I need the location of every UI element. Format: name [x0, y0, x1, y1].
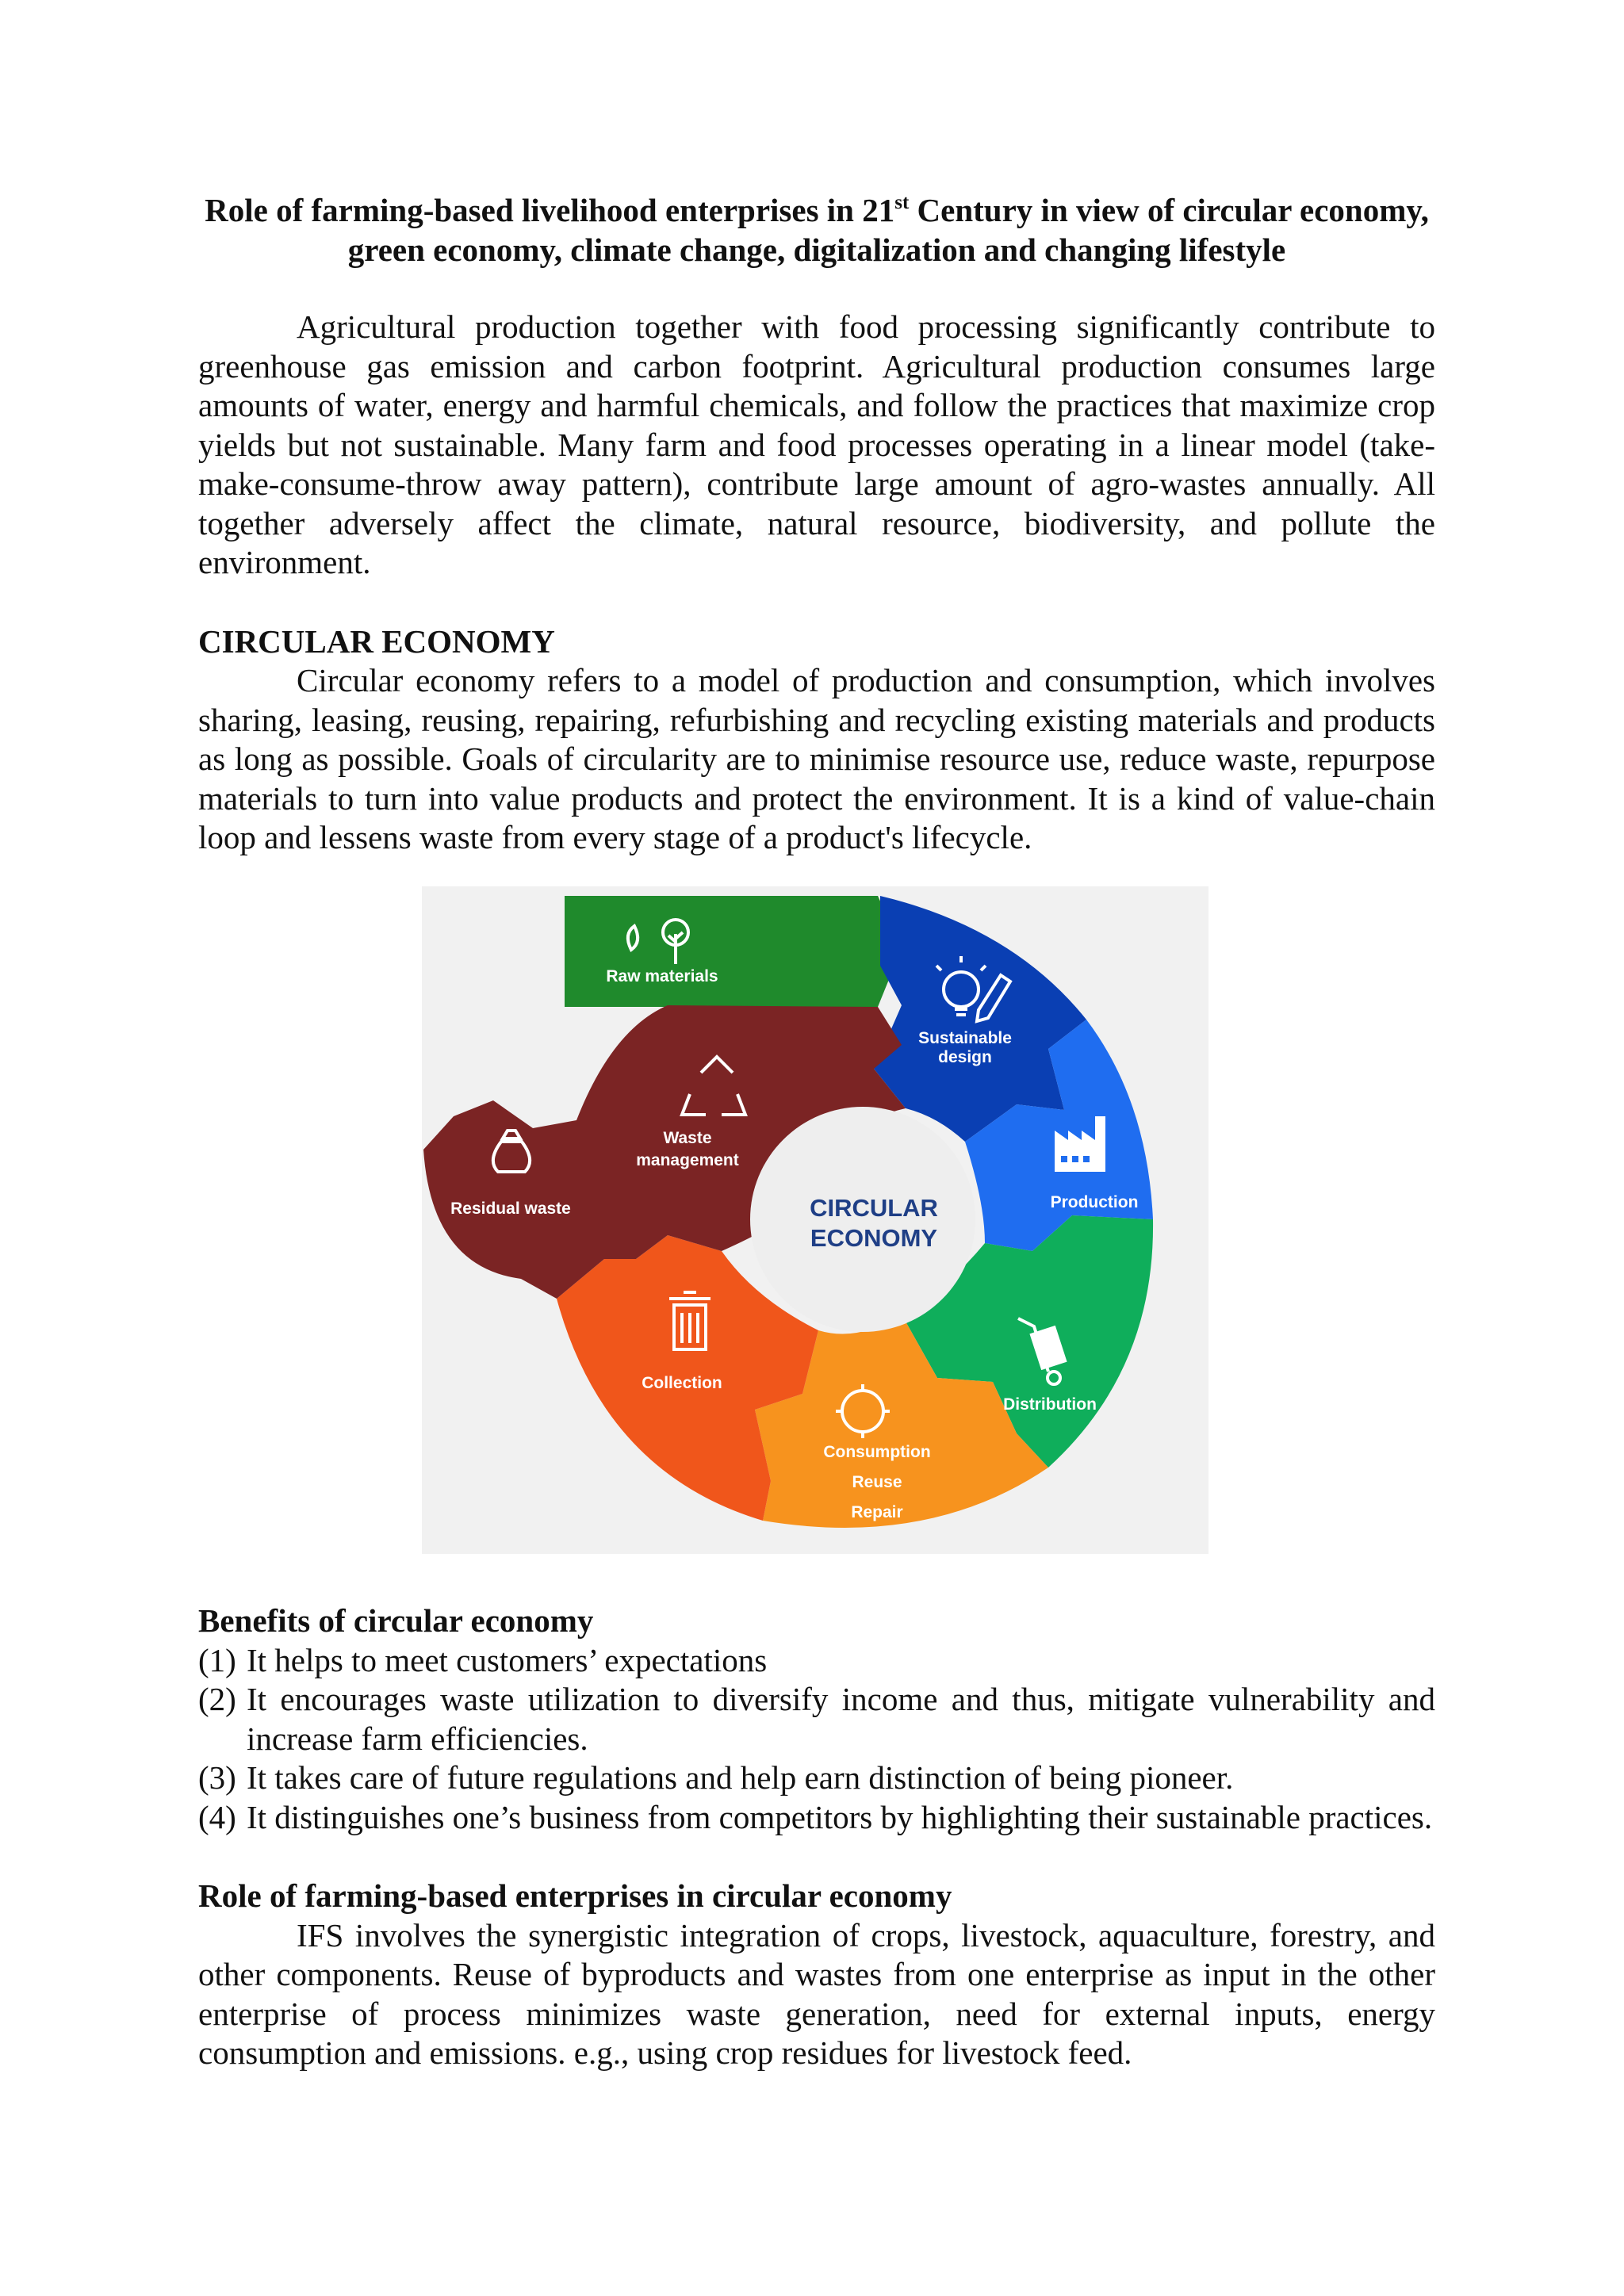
title-superscript: st: [894, 192, 910, 213]
circular-economy-heading: CIRCULAR ECONOMY: [198, 622, 555, 660]
center-label-line1: CIRCULAR: [810, 1194, 938, 1222]
label-collection: Collection: [642, 1374, 722, 1392]
label-consumption: Consumption: [823, 1443, 931, 1461]
lower-section: [198, 1601, 1435, 2073]
role-paragraph: IFS involves the synergistic integration of crops, livestock, aquaculture, forestry, and other components. Reuse of byproducts and wastes from one enterprise as input in the other enterprise of process minimizes waste generation, need for external inputs, energy consumption and emissions. e.g., using crop residues for livestock feed.: [198, 1916, 1435, 2071]
list-item: (4) It distinguishes one’s business from competitors by highlighting their sustainable practices.: [198, 1798, 1433, 1835]
benefits-list: [198, 1641, 1435, 1838]
circular-economy-paragraph: Circular economy refers to a model of production and consumption, which involves sharing, leasing, reusing, repairing, refurbishing and recycling existing materials and products as long as possible. Goals of circularity are to minimise resource use, reduce waste, repurpose materials to turn into value products and protect the environment. It is a kind of value-chain loop and lessens waste from every stage of a product's lifecycle.: [198, 662, 1435, 855]
label-sustainable-design-1: Sustainable: [918, 1029, 1012, 1047]
label-residual-waste: Residual waste: [450, 1200, 571, 1218]
intro-paragraph: Agricultural production together with food processing significantly contribute to greenhouse gas emission and carbon footprint. Agricultural production consumes large amounts of water, energy and harmful chemicals, and follow the practices that maximize crop yields but not sustainable. Many farm and food processes operating in a linear model (take-make-consume-throw away pattern), contribute large amount of agro-wastes annually. All together adversely affect the climate, natural resource, biodiversity, and pollute the environment.: [198, 308, 1435, 580]
list-item: (2) It encourages waste utilization to diversify income and thus, mitigate vulnerability and increase farm efficiencies.: [198, 1681, 1435, 1757]
center-label-line2: ECONOMY: [810, 1224, 938, 1252]
role-heading: Role of farming-based enterprises in circular economy: [198, 1877, 952, 1914]
list-item: (3) It takes care of future regulations and help earn distinction of being pioneer.: [198, 1759, 1234, 1796]
label-repair: Repair: [851, 1503, 903, 1521]
label-raw-materials: Raw materials: [606, 967, 718, 985]
diagram-svg: [422, 886, 1208, 1554]
label-management: management: [636, 1151, 739, 1169]
segment-raw-materials: [565, 896, 902, 1007]
page-title: Role of farming-based livelihood enterprises in 21st Century in view of circular economy, green economy, climate change, digitalization and changing lifestyle: [205, 192, 1429, 268]
benefits-heading: Benefits of circular economy: [198, 1602, 594, 1639]
label-reuse: Reuse: [852, 1473, 902, 1491]
label-sustainable-design-2: design: [938, 1048, 992, 1066]
upper-section: [198, 190, 1435, 858]
circular-economy-diagram: [422, 886, 1208, 1554]
label-production: Production: [1050, 1193, 1139, 1211]
label-distribution: Distribution: [1003, 1395, 1097, 1414]
label-waste: Waste: [663, 1129, 712, 1147]
list-item: (1) It helps to meet customers’ expectations: [198, 1641, 768, 1678]
